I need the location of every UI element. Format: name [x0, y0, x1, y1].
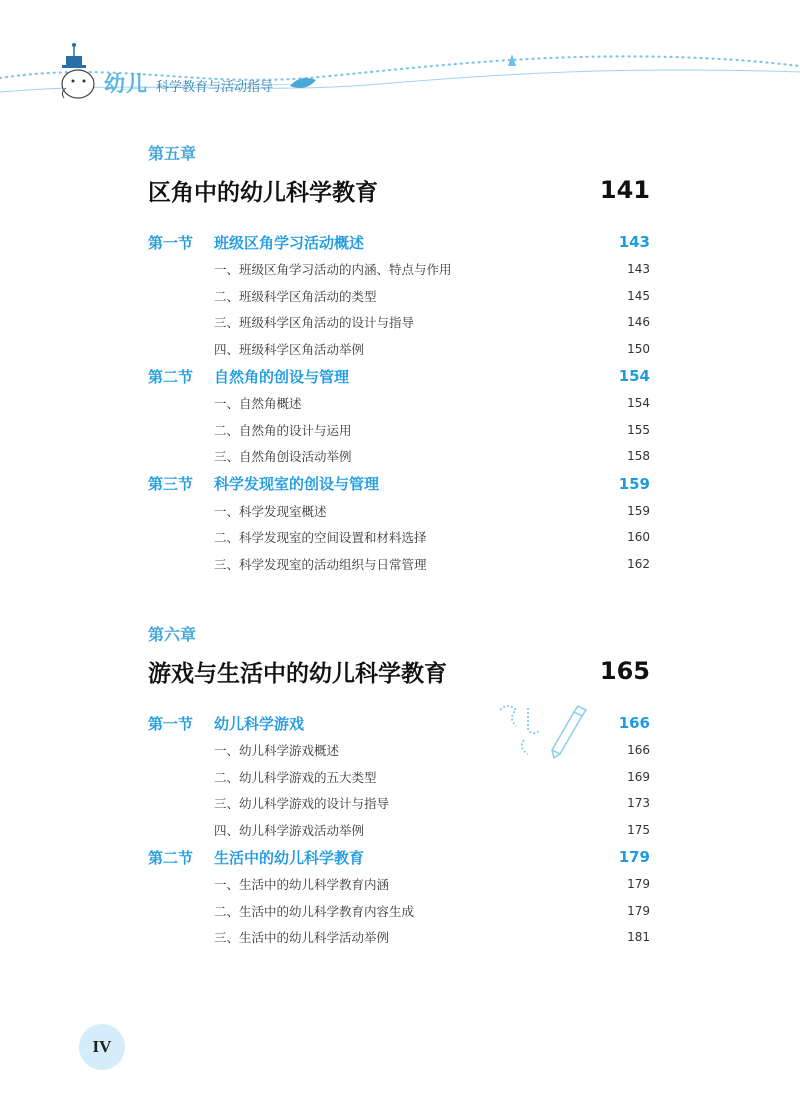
- toc-item[interactable]: [148, 817, 650, 844]
- item-page: 145: [627, 288, 650, 303]
- chapter-title-row[interactable]: [148, 166, 650, 214]
- toc-item[interactable]: [148, 764, 650, 791]
- toc-item[interactable]: [148, 524, 650, 551]
- page-header: [0, 0, 800, 110]
- item-page: 150: [627, 341, 650, 356]
- table-of-contents: [148, 142, 650, 951]
- section-row[interactable]: [148, 228, 650, 256]
- section-page: 166: [618, 714, 650, 732]
- item-title: 三、科学发现室的活动组织与日常管理: [214, 556, 427, 572]
- item-page: 169: [627, 769, 650, 784]
- toc-item[interactable]: [148, 898, 650, 925]
- item-page: 179: [627, 903, 650, 918]
- item-title: 一、自然角概述: [214, 396, 302, 412]
- toc-item[interactable]: [148, 443, 650, 470]
- item-page: 154: [627, 396, 650, 411]
- item-title: 四、班级科学区角活动举例: [214, 341, 365, 357]
- section-number: 第一节: [148, 714, 194, 733]
- page-number: IV: [79, 1024, 125, 1070]
- item-title: 二、自然角的设计与运用: [214, 422, 352, 438]
- item-title: 二、幼儿科学游戏的五大类型: [214, 769, 377, 785]
- item-page: 162: [627, 556, 650, 571]
- item-page: 146: [627, 315, 650, 330]
- item-title: 一、幼儿科学游戏概述: [214, 743, 340, 759]
- toc-item[interactable]: [148, 790, 650, 817]
- book-title-main: 幼儿: [104, 72, 148, 96]
- item-title: 三、自然角创设活动举例: [214, 449, 352, 465]
- chapter-label: 第六章: [148, 625, 197, 644]
- section-title: 生活中的幼儿科学教育: [214, 848, 365, 867]
- toc-item[interactable]: [148, 256, 650, 283]
- section-title: 幼儿科学游戏: [214, 714, 305, 733]
- section-number: 第二节: [148, 367, 194, 386]
- pencil-doodle-icon: [494, 700, 594, 760]
- item-title: 一、科学发现室概述: [214, 503, 327, 519]
- section-title: 自然角的创设与管理: [214, 367, 350, 386]
- chapter-6: [148, 623, 650, 951]
- mascot-icon: [62, 43, 94, 98]
- chapter-title: 区角中的幼儿科学教育: [148, 179, 378, 206]
- toc-item[interactable]: [148, 309, 650, 336]
- section-number: 第三节: [148, 475, 194, 493]
- item-title: 三、幼儿科学游戏的设计与指导: [214, 796, 390, 812]
- section-title: 班级区角学习活动概述: [214, 233, 365, 252]
- book-title-sub: 科学教育与活动指导: [156, 80, 274, 95]
- section-number: 第一节: [148, 233, 194, 252]
- item-page: 166: [627, 743, 650, 758]
- section-row[interactable]: [148, 843, 650, 871]
- item-title: 三、生活中的幼儿科学活动举例: [214, 930, 390, 946]
- section-page: 179: [618, 848, 650, 866]
- item-page: 160: [627, 530, 650, 545]
- item-page: 159: [627, 503, 650, 518]
- item-page: 155: [627, 422, 650, 437]
- item-title: 二、生活中的幼儿科学教育内容生成: [214, 903, 415, 919]
- section-row[interactable]: [148, 470, 650, 498]
- chapter-5: [148, 142, 650, 577]
- chapter-title: 游戏与生活中的幼儿科学教育: [148, 660, 447, 687]
- item-page: 181: [627, 930, 650, 945]
- item-page: 175: [627, 822, 650, 837]
- item-title: 一、生活中的幼儿科学教育内涵: [214, 877, 390, 893]
- item-page: 143: [627, 262, 650, 277]
- section-row[interactable]: [148, 362, 650, 390]
- toc-item[interactable]: [148, 390, 650, 417]
- item-page: 173: [627, 796, 650, 811]
- toc-item[interactable]: [148, 871, 650, 898]
- item-page: 158: [627, 449, 650, 464]
- section-page: 143: [618, 233, 650, 251]
- item-title: 三、班级科学区角活动的设计与指导: [214, 315, 415, 331]
- toc-item[interactable]: [148, 336, 650, 363]
- chapter-label: 第五章: [148, 144, 197, 163]
- section-number: 第二节: [148, 848, 194, 867]
- item-title: 四、幼儿科学游戏活动举例: [214, 822, 365, 838]
- item-title: 二、科学发现室的空间设置和材料选择: [214, 530, 427, 546]
- item-title: 二、班级科学区角活动的类型: [214, 288, 377, 304]
- doodle-decoration: [494, 700, 594, 764]
- item-title: 一、班级区角学习活动的内涵、特点与作用: [214, 262, 452, 278]
- toc-item[interactable]: [148, 417, 650, 444]
- chapter-title-row[interactable]: [148, 647, 650, 695]
- book-title: [104, 68, 273, 98]
- toc-item[interactable]: [148, 498, 650, 525]
- toc-item[interactable]: [148, 551, 650, 578]
- section-page: 159: [618, 474, 650, 493]
- chapter-page: 141: [599, 176, 650, 204]
- toc-item[interactable]: [148, 283, 650, 310]
- toc-item[interactable]: [148, 924, 650, 951]
- chapter-page: 165: [599, 657, 650, 685]
- section-title: 科学发现室的创设与管理: [214, 475, 380, 493]
- section-page: 154: [618, 367, 650, 385]
- item-page: 179: [627, 877, 650, 892]
